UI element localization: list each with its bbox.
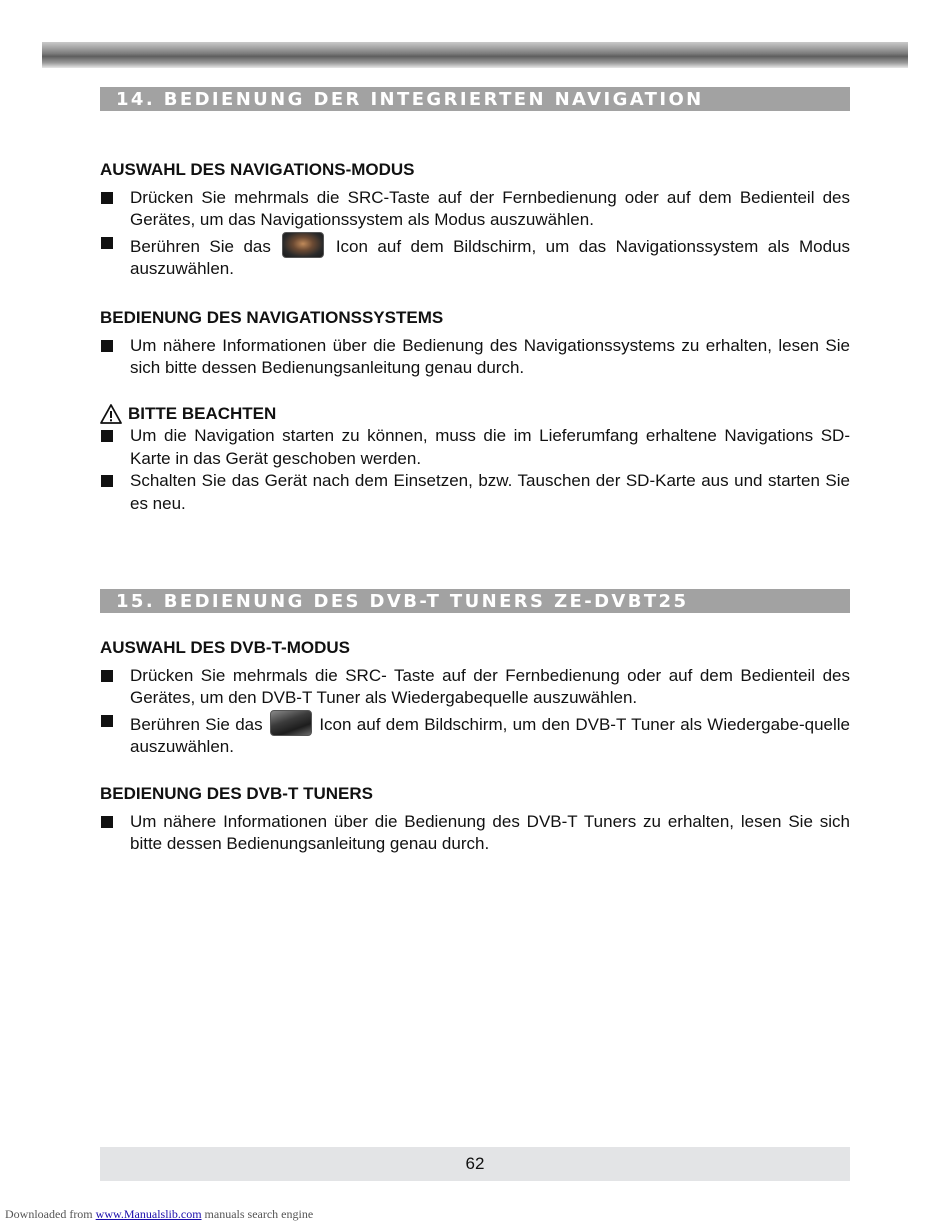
nav-operation-title: BEDIENUNG DES NAVIGATIONSSYSTEMS (100, 307, 444, 327)
top-decorative-bar (42, 42, 908, 68)
dvbt-operation-list (100, 811, 850, 856)
download-watermark: Downloaded from www.Manualslib.com manuals search engine (5, 1207, 314, 1221)
nav-mode-list (100, 187, 850, 281)
warning-triangle-icon (100, 404, 122, 424)
note-list (100, 425, 850, 515)
dvbt-app-icon (270, 710, 312, 736)
navigation-app-icon (282, 232, 324, 258)
bullet-square-icon (101, 475, 113, 487)
note-title: BITTE BEACHTEN (100, 403, 850, 425)
list-item: Um die Navigation starten zu können, muss die im Lieferumfang erhaltene Navigations SD-Karte in das Gerät geschoben werden. (100, 425, 850, 470)
section-14-header: 14. BEDIENUNG DER INTEGRIERTEN NAVIGATION (100, 87, 850, 111)
page-footer (100, 1147, 850, 1181)
page-number: 62 (465, 1154, 485, 1173)
nav-operation-list (100, 335, 850, 380)
list-item: Berühren Sie das Icon auf dem Bildschirm, um das Navigationssystem als Modus auszuwählen. (100, 232, 850, 281)
bullet-square-icon (101, 237, 113, 249)
bullet-square-icon (101, 816, 113, 828)
dvbt-mode-title: AUSWAHL DES DVB-T-MODUS (100, 638, 350, 658)
bullet-square-icon (101, 715, 113, 727)
bullet-square-icon (101, 340, 113, 352)
list-item: Drücken Sie mehrmals die SRC-Taste auf der Fernbedienung oder auf dem Bedienteil des Gerätes, um das Navigationssystem als Modus auszuwählen. (100, 187, 850, 232)
section-15-header: 15. BEDIENUNG DES DVB-T TUNERS ZE-DVBT25 (100, 589, 850, 613)
manualslib-link[interactable]: www.Manualslib.com (95, 1207, 202, 1221)
list-item: Drücken Sie mehrmals die SRC- Taste auf der Fernbedienung oder auf dem Bedienteil des Gerätes, um den DVB-T Tuner als Wiedergabequelle auszuwählen. (100, 665, 850, 710)
bullet-square-icon (101, 192, 113, 204)
list-item: Um nähere Informationen über die Bedienung des Navigationssystems zu erhalten, lesen Sie sich bitte dessen Bedienungsanleitung genau durch. (100, 335, 850, 380)
page-content (100, 87, 850, 856)
bullet-square-icon (101, 430, 113, 442)
list-item: Um nähere Informationen über die Bedienung des DVB-T Tuners zu erhalten, lesen Sie sich bitte dessen Bedienungsanleitung genau durch. (100, 811, 850, 856)
list-item: Schalten Sie das Gerät nach dem Einsetzen, bzw. Tauschen der SD-Karte aus und starten Sie es neu. (100, 470, 850, 515)
bullet-square-icon (101, 670, 113, 682)
list-item: Berühren Sie das Icon auf dem Bildschirm, um den DVB-T Tuner als Wiedergabe-quelle auszuwählen. (100, 710, 850, 759)
dvbt-mode-list (100, 665, 850, 759)
nav-mode-title: AUSWAHL DES NAVIGATIONS-MODUS (100, 160, 415, 179)
dvbt-operation-title: BEDIENUNG DES DVB-T TUNERS (100, 783, 373, 803)
